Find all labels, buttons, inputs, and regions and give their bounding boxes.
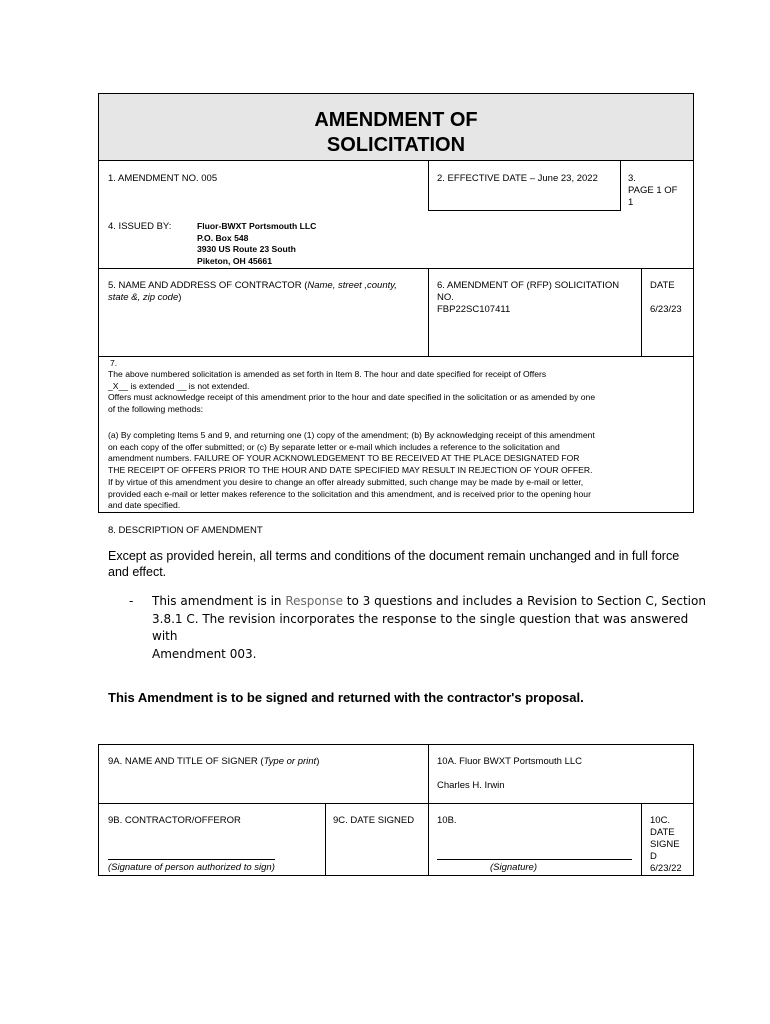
divider (428, 210, 621, 211)
item-7-paragraph-1: The above numbered solicitation is amended as set forth in Item 8. The hour and date specified for receipt of Offers _X__ is extended __ is not extended. Offers must acknowledge receipt of this amendment prior to the hour and date specified in the solicitation or as amended by one of the following methods: (108, 369, 596, 415)
signature-line (437, 859, 632, 860)
issuer-street: 3930 US Route 23 South (197, 244, 296, 255)
solicitation-label: 6. AMENDMENT OF (RFP) SOLICITATION (437, 280, 620, 291)
divider (428, 161, 429, 211)
issuer-po-box: P.O. Box 548 (197, 232, 249, 243)
page-number-label: 3. (628, 173, 636, 184)
issuer-address (197, 221, 316, 268)
page-info (628, 173, 677, 209)
frame-right (693, 160, 694, 513)
contractor-offeror-label: 9B. CONTRACTOR/OFFEROR (108, 815, 241, 826)
divider (325, 803, 326, 876)
divider (98, 268, 694, 269)
c10-date: 6/23/22 (650, 863, 682, 874)
solicitation-info (437, 280, 619, 316)
divider (641, 803, 642, 876)
b10-label: 10B. (437, 815, 457, 826)
title-line-1: AMENDMENT OF (314, 109, 478, 131)
divider (98, 803, 694, 804)
date-signed-label: 9C. DATE SIGNED (333, 815, 415, 826)
solicitation-no-label: NO. (437, 292, 454, 303)
page-of-label: PAGE 1 OF (628, 185, 678, 196)
frame-left (98, 744, 99, 876)
divider (98, 512, 694, 513)
divider (98, 744, 694, 745)
effective-date: 2. EFFECTIVE DATE – June 23, 2022 (437, 173, 598, 184)
frame-right (693, 744, 694, 876)
solicitation-number: FBP22SC107411 (437, 304, 511, 315)
item-7-paragraph-2: (a) By completing Items 5 and 9, and returning one (1) copy of the amendment; (b) By acknowledging receipt of this amendment on each copy of the offer submitted; or (c) By separate letter or e-mail which includes a reference to the solicitation and amendment numbers. FAILURE OF YOUR ACKNOWLEDGEMENT TO BE RECEIVED AT THE PLACE DESIGNATED FOR THE RECEIPT OF OFFERS PRIOR TO THE HOUR AND DATE SPECIFIED MAY RESULT IN REJECTION OF YOUR OFFER. If by virtue of this amendment you desire to change an offer already submitted, such change may be made by e-mail or letter, provided each e-mail or letter makes reference to the solicitation and this amendment, and is received prior to the opening hour and date specified. (108, 430, 595, 511)
issuer-city: Piketon, OH 45661 (197, 256, 272, 267)
divider (428, 744, 429, 876)
date-value: 6/23/23 (650, 304, 682, 315)
divider (620, 161, 621, 211)
signature-line (108, 859, 275, 860)
name-title-label: 9A. NAME AND TITLE OF SIGNER (Type or print) (108, 756, 320, 767)
document-title (98, 93, 694, 161)
item-8-label: 8. DESCRIPTION OF AMENDMENT (108, 525, 263, 536)
divider (641, 268, 642, 357)
c10-label: 10C. DATE SIGNE D 6/23/22 (650, 815, 682, 874)
item-8-paragraph: Except as provided herein, all terms and conditions of the document remain unchanged and in full force and effect. (108, 549, 680, 579)
divider (428, 268, 429, 357)
contractor-label: 5. NAME AND ADDRESS OF CONTRACTOR (Name, street ,county, state &, zip code) (108, 280, 397, 303)
signature-person-caption: (Signature of person authorized to sign) (108, 862, 275, 873)
page-total: 1 (628, 197, 634, 208)
amendment-description: This amendment is in Response to 3 questions and includes a Revision to Section C, Section 3.8.1 C. The revision incorporates the response to the single question that was answered with Amendment 003. (152, 594, 706, 661)
signature-caption: (Signature) (490, 862, 537, 873)
item-7-number: 7. (110, 358, 118, 368)
date-label: DATE (650, 280, 675, 291)
amendment-no: 1. AMENDMENT NO. 005 (108, 173, 218, 184)
issued-by-label: 4. ISSUED BY: (108, 221, 172, 232)
title-line-2: SOLICITATION (326, 134, 466, 156)
divider (98, 356, 694, 357)
divider (98, 875, 694, 876)
frame-left (98, 160, 99, 513)
fluor-signer: Charles H. Irwin (437, 780, 505, 791)
issuer-name: Fluor-BWXT Portsmouth LLC (197, 221, 317, 231)
fluor-label: 10A. Fluor BWXT Portsmouth LLC (437, 756, 583, 767)
sign-note: This Amendment is to be signed and returned with the contractor's proposal. (108, 690, 584, 705)
bullet-dash: - (129, 594, 134, 608)
